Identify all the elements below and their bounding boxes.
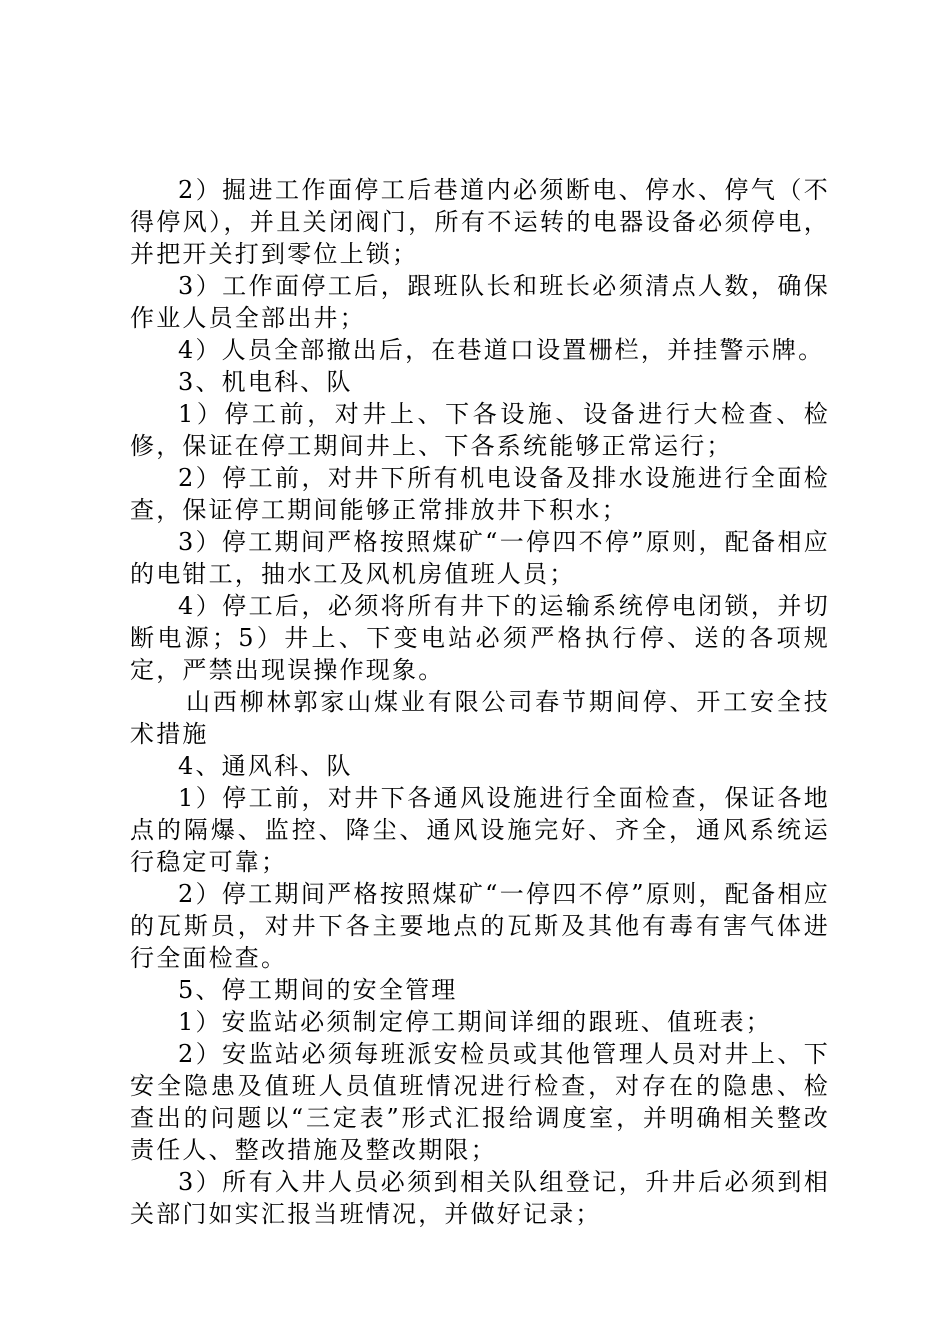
paragraph-electro-item-2: 2）停工前，对井下所有机电设备及排水设施进行全面检查，保证停工期间能够正常排放井下积水； (130, 464, 830, 524)
paragraph-item-2-power-cut: 2）掘进工作面停工后巷道内必须断电、停水、停气（不得停风），并且关闭阀门，所有不运转的电器设备必须停电，并把开关打到零位上锁； (130, 176, 830, 268)
paragraph-electro-item-4-5: 4）停工后，必须将所有井下的运输系统停电闭锁，并切断电源；5）井上、下变电站必须严格执行停、送的各项规定，严禁出现误操作现象。 (130, 592, 830, 684)
paragraph-ventilation-item-2: 2）停工期间严格按照煤矿“一停四不停”原则，配备相应的瓦斯员，对井下各主要地点的瓦斯及其他有毒有害气体进行全面检查。 (130, 880, 830, 972)
paragraph-electro-item-1: 1）停工前，对井上、下各设施、设备进行大检查、检修，保证在停工期间井上、下各系统能够正常运行； (130, 400, 830, 460)
document-title: 山西柳林郭家山煤业有限公司春节期间停、开工安全技术措施 (130, 688, 830, 748)
paragraph-safety-item-1: 1）安监站必须制定停工期间详细的跟班、值班表； (178, 1008, 772, 1036)
paragraph-safety-item-3: 3）所有入井人员必须到相关队组登记，升井后必须到相关部门如实汇报当班情况，并做好记录； (130, 1168, 830, 1228)
section-heading-safety-management: 5、停工期间的安全管理 (178, 976, 458, 1004)
section-heading-ventilation: 4、通风科、队 (178, 752, 353, 780)
paragraph-item-4-barrier: 4）人员全部撤出后，在巷道口设置栅栏，并挂警示牌。 (178, 336, 825, 364)
paragraph-ventilation-item-1: 1）停工前，对井下各通风设施进行全面检查，保证各地点的隔爆、监控、降尘、通风设施完好、齐全，通风系统运行稳定可靠； (130, 784, 830, 876)
paragraph-safety-item-2: 2）安监站必须每班派安检员或其他管理人员对井上、下安全隐患及值班人员值班情况进行检查，对存在的隐患、检查出的问题以“三定表”形式汇报给调度室，并明确相关整改责任人、整改措施及整改期限； (130, 1040, 830, 1164)
paragraph-item-3-headcount: 3）工作面停工后，跟班队长和班长必须清点人数，确保作业人员全部出井； (130, 272, 830, 332)
paragraph-electro-item-3: 3）停工期间严格按照煤矿“一停四不停”原则，配备相应的电钳工，抽水工及风机房值班人员； (130, 528, 830, 588)
section-heading-electromechanical: 3、机电科、队 (178, 368, 353, 396)
document-body (130, 174, 830, 1230)
